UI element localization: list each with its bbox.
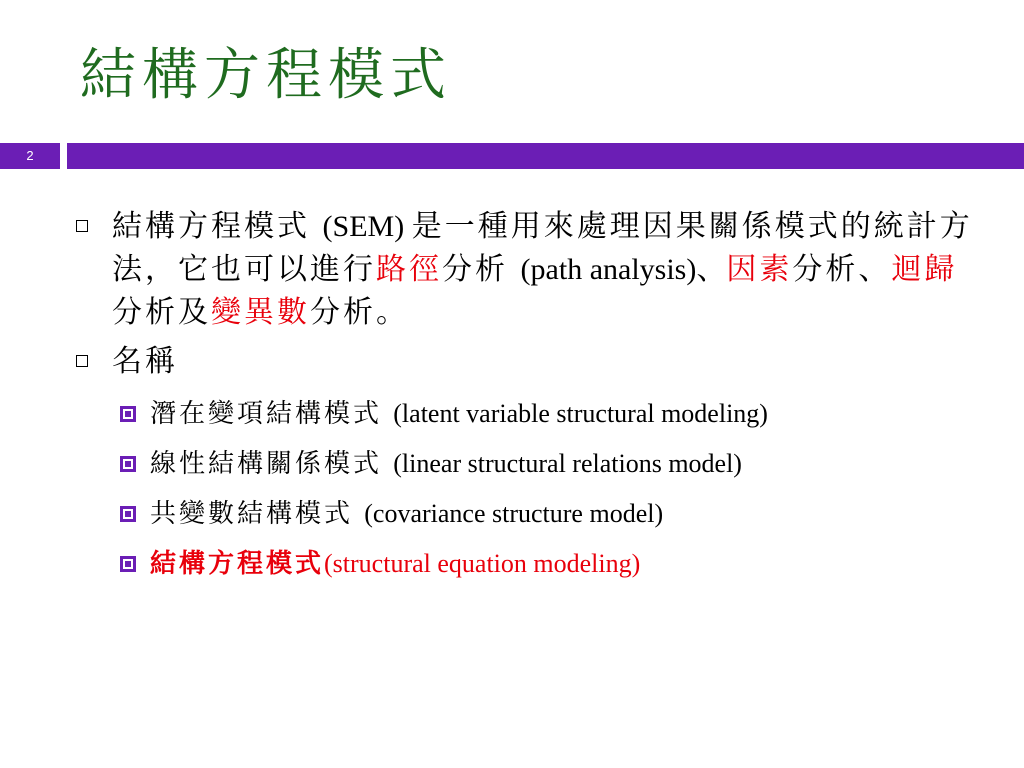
- bullet-names: [76, 340, 976, 383]
- highlight-path: 路徑: [376, 252, 442, 287]
- list-item-latent-variable: [76, 389, 976, 439]
- text-segment: (path analysis)、: [520, 253, 727, 286]
- hollow-square-icon: [76, 355, 88, 367]
- text-segment: 結構方程模式: [112, 209, 323, 244]
- square-bullet-icon: [120, 456, 136, 472]
- list-item-linear-structural: [76, 439, 976, 489]
- highlight-regression: 迴歸: [891, 252, 958, 287]
- square-bullet-icon: [120, 406, 136, 422]
- slide-content: [76, 205, 976, 589]
- item-zh: 共變數結構模式: [150, 499, 365, 529]
- text-segment: (SEM): [322, 210, 412, 243]
- highlight-factor: 因素: [726, 252, 793, 287]
- text-segment: 分析、: [792, 252, 892, 287]
- item-en: (structural equation modeling): [324, 549, 641, 578]
- item-zh: 線性結構關係模式: [150, 449, 394, 479]
- bullet-sem-definition: [76, 205, 976, 334]
- item-en: (linear structural relations model): [393, 449, 742, 478]
- hollow-square-icon: [76, 220, 88, 232]
- square-bullet-icon: [120, 556, 136, 572]
- text-segment: 是一種用來處理因果關係模式的統計方法，它也可以進行: [112, 209, 973, 287]
- slide-number: 2: [0, 143, 60, 169]
- text-segment: 分析。: [310, 295, 409, 330]
- item-en: (latent variable structural modeling): [393, 399, 768, 428]
- item-en: (covariance structure model): [364, 499, 664, 528]
- names-label: 名稱: [112, 344, 178, 379]
- item-zh: 潛在變項結構模式: [150, 399, 394, 429]
- list-item-covariance: [76, 489, 976, 539]
- item-zh: 結構方程模式: [150, 549, 325, 579]
- square-bullet-icon: [120, 506, 136, 522]
- slide-title: 結構方程模式: [80, 43, 452, 108]
- title-divider-bar: [67, 143, 1024, 169]
- text-segment: 分析: [442, 252, 521, 287]
- text-segment: 分析及: [112, 295, 211, 330]
- list-item-sem: [76, 539, 976, 589]
- highlight-variance: 變異數: [211, 295, 310, 330]
